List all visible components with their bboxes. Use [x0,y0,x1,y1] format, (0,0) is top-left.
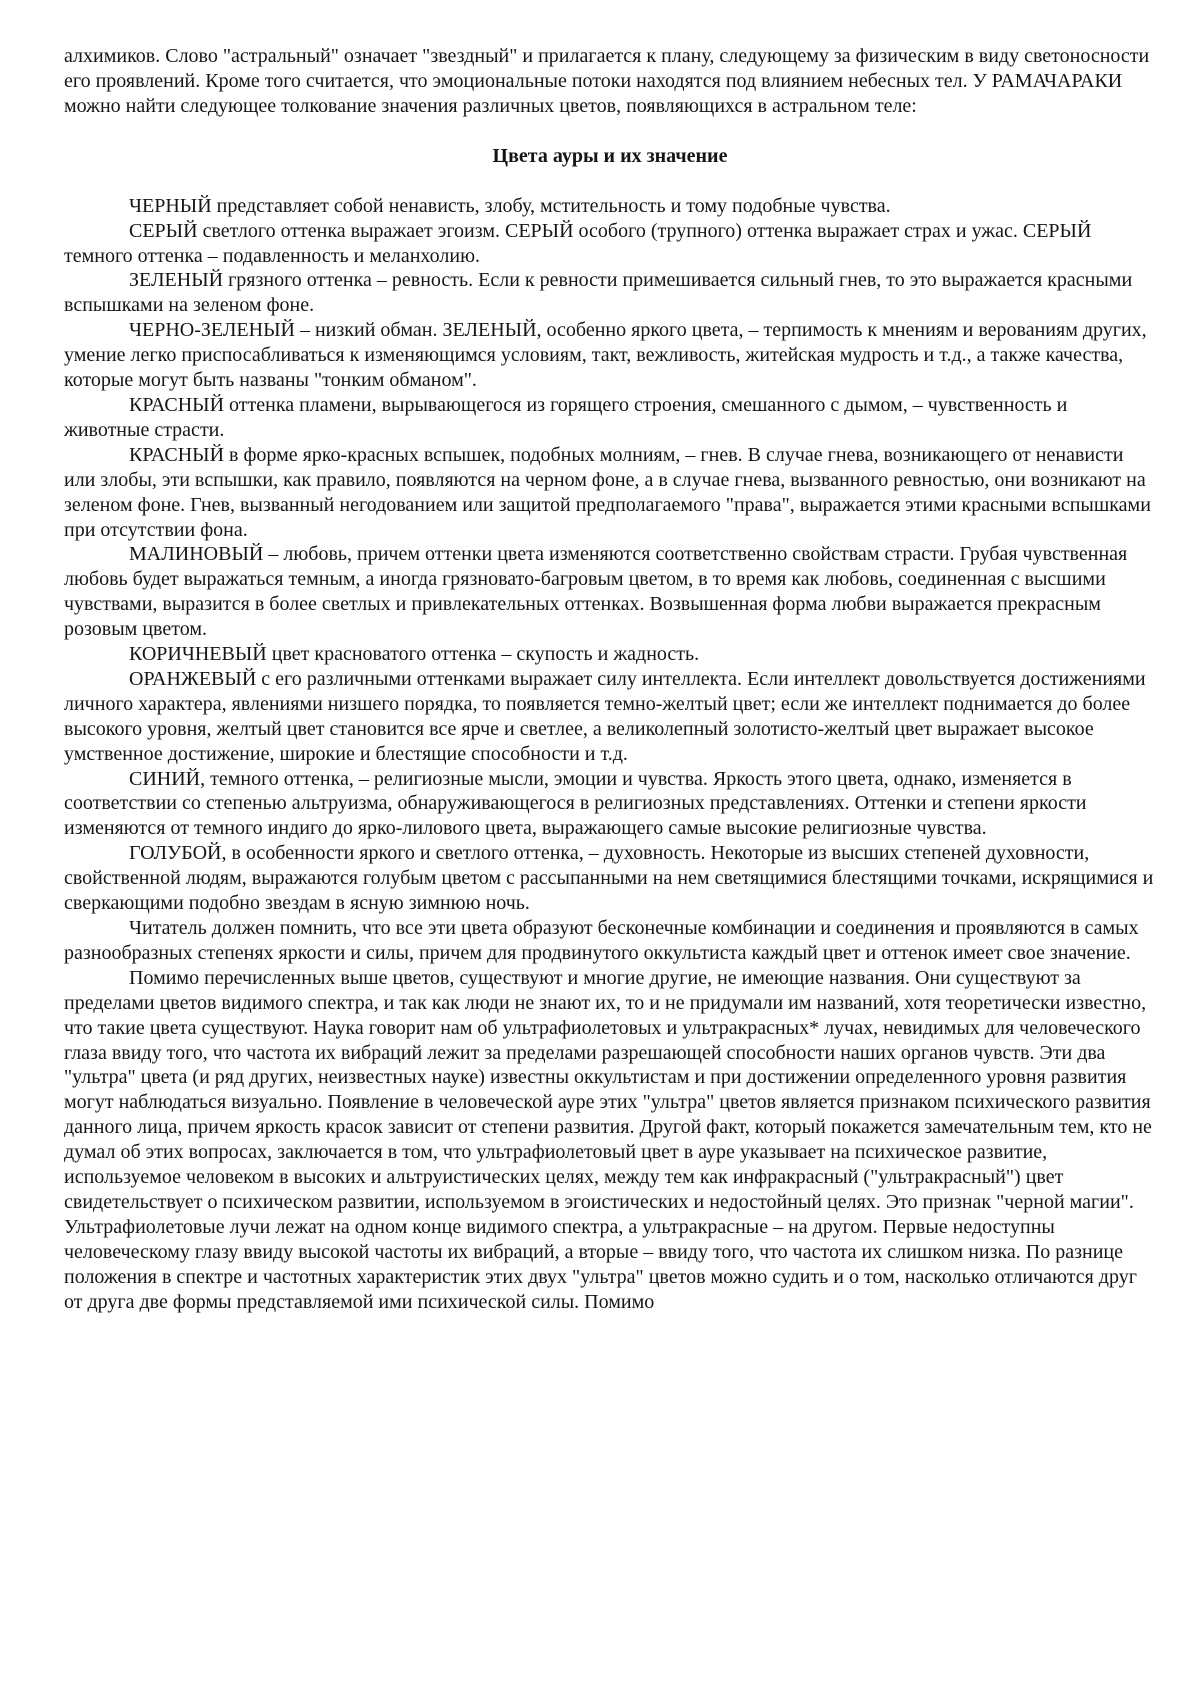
paragraph-orange: ОРАНЖЕВЫЙ с его различными оттенками выражает силу интеллекта. Если интеллект довольствуется достижениями личного характера, явлениями низшего порядка, то появляется темно-желтый цвет; если же интеллект поднимается до более высокого уровня, желтый цвет становится все ярче и светлее, а великолепный золотисто-желтый цвет выражает высокое умственное достижение, широкие и блестящие способности и т.д. [64,667,1146,765]
paragraph-red-flashes: КРАСНЫЙ в форме ярко-красных вспышек, подобных молниям, – гнев. В случае гнева, возникающего от ненависти или злобы, эти вспышки, как правило, появляются на черном фоне, а в случае гнева, вызванного ревностью, они возникают на зеленом фоне. Гнев, вызванный негодованием или защитой предполагаемого "права", выражается этими красными вспышками при отсутствии фона. [64,443,1151,541]
paragraph-ultra-colors: Помимо перечисленных выше цветов, существуют и многие другие, не имеющие названия. Они существуют за пределами цветов видимого спектра, и так как люди не знают их, то и не придумали им названий, хотя теоретически известно, что такие цвета существуют. Наука говорит нам об ультрафиолетовых и ультракрасных* лучах, невидимых для человеческого глаза ввиду того, что частота их вибраций лежит за пределами разрешающей способности наших органов чувств. Эти два "ультра" цвета (и ряд других, неизвестных науке) известны оккультистам и при достижении определенного уровня развития могут наблюдаться визуально. Появление в человеческой ауре этих "ультра" цветов является признаком психического развития данного лица, причем яркость красок зависит от степени развития. Другой факт, который покажется замечательным тем, кто не думал об этих вопросах, заключается в том, что ультрафиолетовый цвет в ауре указывает на психическое развитие, используемое человеком в высоких и альтруистических целях, между тем как инфракрасный ("ультракрасный") цвет свидетельствует о психическом развитии, используемом в эгоистических и недостойный целях. Это признак "черной магии". Ультрафиолетовые лучи лежат на одном конце видимого спектра, а ультракрасные – на другом. Первые недоступны человеческому глазу ввиду высокой частоты их вибраций, а вторые – ввиду того, что частота их слишком низка. По разнице положения в спектре и частотных характеристик этих двух "ультра" цветов можно судить и о том, насколько отличаются друг от друга две формы представляемой ими психической силы. Помимо [64,966,1152,1313]
paragraph-light-blue: ГОЛУБОЙ, в особенности яркого и светлого оттенка, – духовность. Некоторые из высших степеней духовности, свойственной людям, выражаются голубым цветом с рассыпанными на нем светящимися блестящими точками, искрящимися и сверкающими подобно звездам в ясную зимнюю ночь. [64,842,1154,915]
paragraph-black-green: ЧЕРНО-ЗЕЛЕНЫЙ – низкий обман. ЗЕЛЕНЫЙ, особенно яркого цвета, – терпимость к мнениям и верованиям других, умение легко приспосабливаться к изменяющимся условиям, такт, вежливость, житейская мудрость и т.д., а также качества, которые могут быть названы "тонким обманом". [64,319,1147,392]
paragraph-black: ЧЕРНЫЙ представляет собой ненависть, злобу, мстительность и тому подобные чувства. [129,194,891,217]
paragraph-red-flame: КРАСНЫЙ оттенка пламени, вырывающегося из горящего строения, смешанного с дымом, – чувственность и животные страсти. [64,393,1068,441]
paragraph-brown: КОРИЧНЕВЫЙ цвет красноватого оттенка – скупость и жадность. [129,643,700,666]
paragraph-reader-note: Читатель должен помнить, что все эти цвета образуют бесконечные комбинации и соединения и проявляются в самых разнообразных степенях яркости и силы, причем для продвинутого оккультиста каждый цвет и оттенок имеет свое значение. [64,917,1139,964]
document-page [64,44,1156,1315]
paragraph-dark-blue: СИНИЙ, темного оттенка, – религиозные мысли, эмоции и чувства. Яркость этого цвета, однако, изменяется в соответствии со степенью альтруизма, обнаруживающегося в религиозных представлениях. Оттенки и степени яркости изменяются от темного индиго до ярко-лилового цвета, выражающего самые высокие религиозные чувства. [64,767,1087,840]
paragraph-green: ЗЕЛЕНЫЙ грязного оттенка – ревность. Если к ревности примешивается сильный гнев, то это выражается красными вспышками на зеленом фоне. [64,269,1133,317]
section-heading: Цвета ауры и их значение [492,144,728,167]
paragraph-gray: СЕРЫЙ светлого оттенка выражает эгоизм. СЕРЫЙ особого (трупного) оттенка выражает страх и ужас. СЕРЫЙ темного оттенка – подавленность и меланхолию. [64,219,1092,267]
paragraph-crimson: МАЛИНОВЫЙ – любовь, причем оттенки цвета изменяются соответственно свойствам страсти. Грубая чувственная любовь будет выражаться темным, а иногда грязновато-багровым цветом, в то время как любовь, соединенная с высшими чувствами, выразится в более светлых и привлекательных оттенках. Возвышенная форма любви выражается прекрасным розовым цветом. [64,543,1128,641]
intro-paragraph: алхимиков. Слово "астральный" означает "звездный" и прилагается к плану, следующему за физическим в виду светоносности его проявлений. Кроме того считается, что эмоциональные потоки находятся под влиянием небесных тел. У РАМАЧАРАКИ можно найти следующее толкование значения различных цветов, появляющихся в астральном теле: [64,45,1150,117]
